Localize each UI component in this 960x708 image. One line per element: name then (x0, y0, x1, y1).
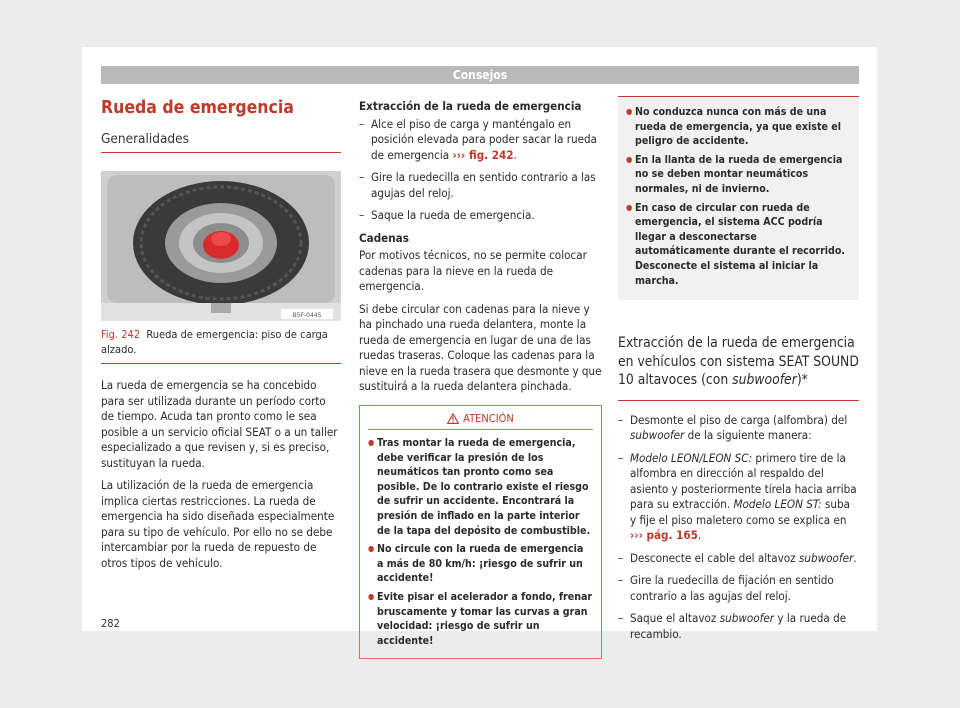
warning-header (368, 406, 593, 431)
figure-code: B5F-0445 (292, 312, 322, 319)
step-item: – Desmonte el piso de carga (alfombra) del subwoofer de la siguiente manera: (618, 413, 859, 444)
page-number: 282 (101, 617, 120, 630)
warning-triangle-icon (447, 413, 459, 424)
spare-wheel-figure (101, 171, 341, 321)
spare-wheel-illustration (101, 171, 341, 321)
step-item: – Modelo LEON/LEON SC: primero tire de la alfombra en dirección al respaldo del asiento y posteriormente tírela hacia arriba para su extracción. Modelo LEON ST: suba y fije el piso maletero como se explica en ››› pág. 165. (618, 451, 859, 544)
step-item: – Alce el piso de carga y manténgalo en posición elevada para poder sacar la rueda de emergencia ››› fig. 242. (359, 117, 602, 164)
step-item: – Gire la ruedecilla de fijación en sentido contrario a las agujas del reloj. (618, 573, 859, 604)
paragraph: Por motivos técnicos, no se permite colocar cadenas para la nieve en la rueda de emergencia. (359, 248, 587, 293)
column-1 (101, 96, 341, 578)
section-subtitle: Generalidades (101, 130, 341, 153)
page-link[interactable]: ››› pág. 165 (630, 528, 698, 543)
figure-caption-text: Rueda de emergencia: piso de carga alzado. (101, 328, 328, 356)
figure-caption (101, 327, 341, 364)
figure-label: Fig. 242 (101, 328, 141, 341)
paragraph: La rueda de emergencia se ha concebido para ser utilizada durante un período corto de tiempo. Acuda tan pronto como le sea posible a un servicio oficial SEAT o a un taller especializado a que revisen y, si es preciso, sustituyan la rueda. (101, 378, 338, 470)
step-list (618, 413, 859, 643)
warning-item: ● Evite pisar el acelerador a fondo, frenar bruscamente y tomar las curvas a gran velocidad: ¡riesgo de sufrir un accidente! (368, 590, 593, 648)
paragraph: Si debe circular con cadenas para la nieve y ha pinchado una rueda delantera, monte la rueda de emergencia en lugar de una de las ruedas traseras. Coloque las cadenas para la nieve en la rueda trasera que desmonte y que sustituirá a la rueda delantera pinchada. (359, 301, 602, 393)
section-heading: Extracción de la rueda de emergencia en vehículos con sistema SEAT SOUND 10 altavoces (con subwoofer)* (618, 334, 859, 401)
column-2 (359, 99, 602, 659)
section-title: Rueda de emergencia (101, 98, 294, 118)
warning-title: ATENCIÓN (463, 411, 514, 425)
chapter-header: Consejos (101, 66, 859, 84)
step-item: – Saque la rueda de emergencia. (359, 208, 602, 224)
paragraph: La utilización de la rueda de emergencia implica ciertas restricciones. La rueda de emergencia ha sido diseñada especialmente para su tipo de vehículo. Por ello no se debe intercambiar por la rueda de repuesto de otros tipos de vehículo. (101, 478, 335, 570)
step-item: – Gire la ruedecilla en sentido contrario a las agujas del reloj. (359, 170, 602, 201)
warning-item: ● No circule con la rueda de emergencia a más de 80 km/h: ¡riesgo de sufrir un accidente! (368, 542, 593, 586)
warning-body (360, 430, 601, 658)
subsection-heading: Cadenas (359, 230, 409, 245)
warning-item: ● Tras montar la rueda de emergencia, debe verificar la presión de los neumáticos tan pronto como sea posible. De lo contrario existe el riesgo de sufrir un accidente. Encontrará la presión de inflado en la parte interior de la tapa del depósito de combustible. (368, 436, 593, 538)
subsection-heading: Extracción de la rueda de emergencia (359, 99, 582, 113)
step-item: – Saque el altavoz subwoofer y la rueda de recambio. (618, 611, 859, 642)
warning-item: ● En caso de circular con rueda de emergencia, el sistema ACC podría llegar a desconectarse automáticamente durante el recorrido. Desconecte el sistema al iniciar la marcha. (626, 201, 851, 289)
warning-continuation-box (618, 96, 859, 300)
figure-link[interactable]: ››› fig. 242 (452, 147, 514, 162)
column-3 (618, 96, 859, 649)
step-item: – Desconecte el cable del altavoz subwoofer. (618, 551, 859, 567)
warning-item: ● En la llanta de la rueda de emergencia no se deben montar neumáticos normales, ni de invierno. (626, 153, 851, 197)
warning-item: ● No conduzca nunca con más de una rueda de emergencia, ya que existe el peligro de accidente. (626, 105, 851, 149)
warning-box (359, 405, 602, 660)
